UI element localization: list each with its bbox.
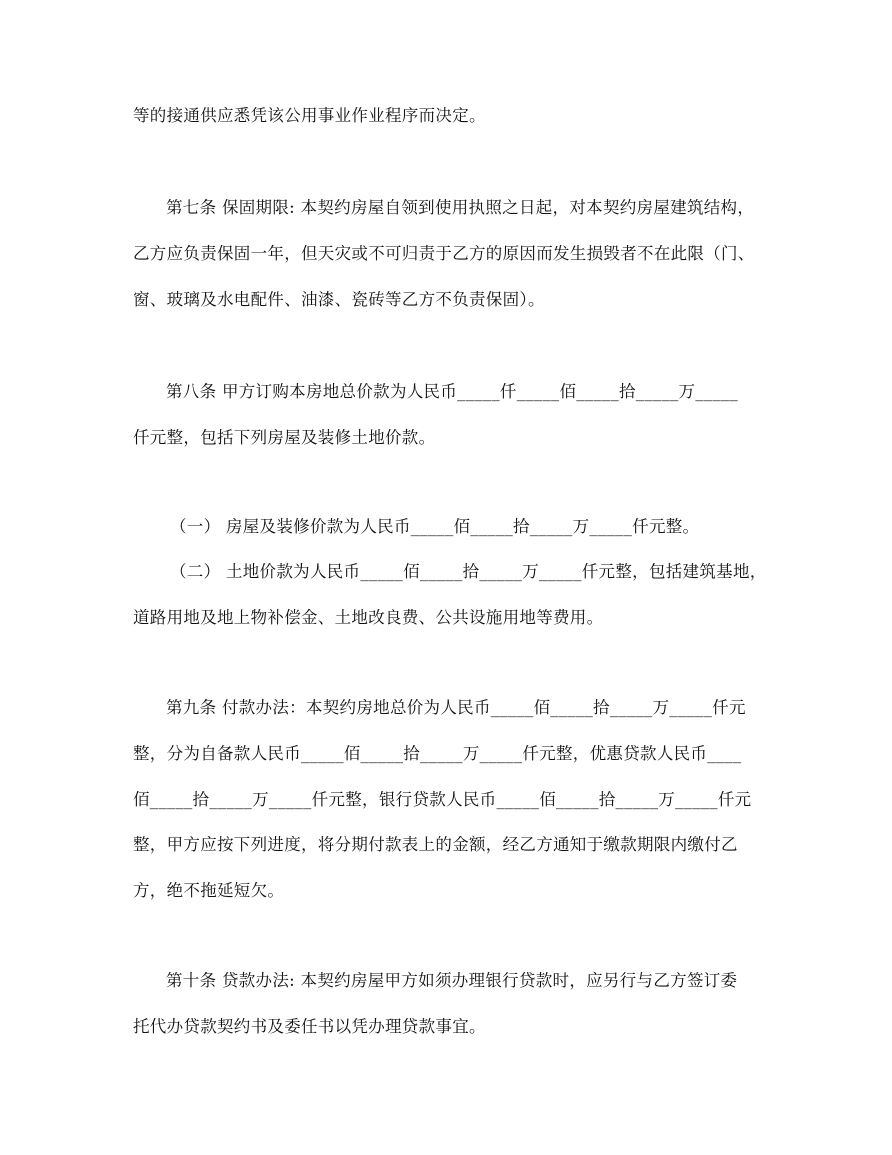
subclause-2-line: （二） 土地价款为人民币_____佰_____拾_____万_____仟元整，包括建筑基地，: [170, 562, 767, 581]
text-line: 乙方应负责保固一年，但天灾或不可归责于乙方的原因而发生损毁者不在此限（门、: [133, 244, 755, 263]
text-line: 道路用地及地上物补偿金、土地改良费、公共设施用地等费用。: [133, 608, 604, 627]
text-line: 仟元整，包括下列房屋及装修土地价款。: [133, 428, 436, 447]
article-9-heading-line: 第九条 付款办法：本契约房地总价为人民币_____佰_____拾_____万_____仟元: [166, 698, 746, 717]
text-line: 托代办贷款契约书及委任书以凭办理贷款事宜。: [133, 1017, 486, 1036]
text-line: 等的接通供应悉凭该公用事业作业程序而决定。: [133, 106, 486, 125]
article-7-heading-line: 第七条 保固期限: 本契约房屋自领到使用执照之日起，对本契约房屋建筑结构，: [166, 198, 755, 217]
text-line: 方，绝不拖延短欠。: [133, 881, 285, 900]
article-8-heading-line: 第八条 甲方订购本房地总价款为人民币_____仟_____佰_____拾_____万_____: [166, 382, 739, 401]
text-line: 整，分为自备款人民币_____佰_____拾_____万_____仟元整，优惠贷款人民币____: [133, 744, 742, 763]
article-10-heading-line: 第十条 贷款办法: 本契约房屋甲方如须办理银行贷款时，应另行与乙方签订委: [166, 971, 738, 990]
text-line: 整，甲方应按下列进度，将分期付款表上的金额，经乙方通知于缴款期限内缴付乙: [133, 835, 738, 854]
text-line: 佰_____拾_____万_____仟元整，银行贷款人民币_____佰_____拾_____万_____仟元: [133, 790, 752, 809]
subclause-1-line: （一） 房屋及装修价款为人民币_____佰_____拾_____万_____仟元整。: [170, 517, 700, 536]
text-line: 窗、玻璃及水电配件、油漆、瓷砖等乙方不负责保固）。: [133, 290, 545, 309]
